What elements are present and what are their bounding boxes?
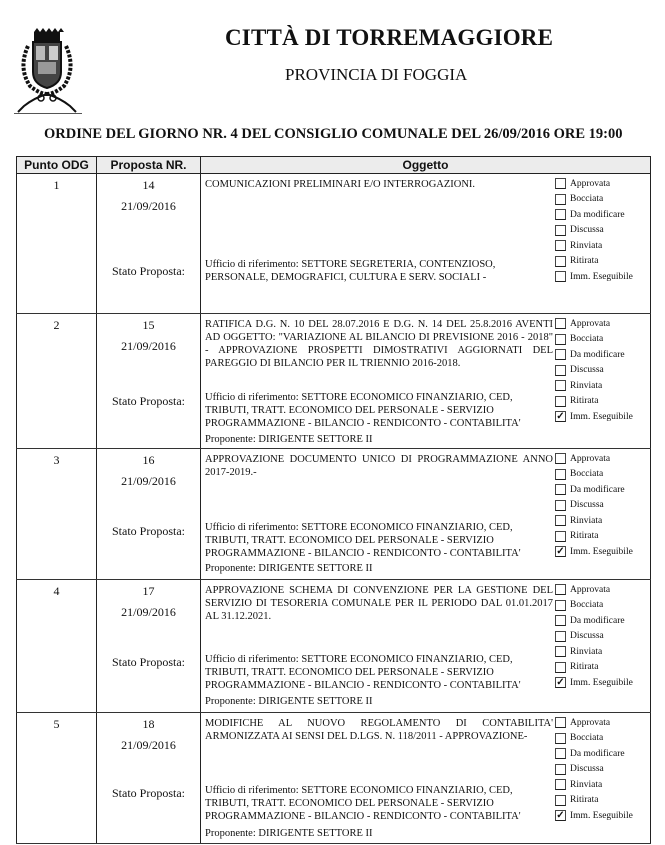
status-option-rinviata[interactable] xyxy=(555,378,647,394)
status-option-discussa[interactable] xyxy=(555,363,647,379)
status-checkbox-list xyxy=(555,176,647,285)
status-checkbox-list xyxy=(555,715,647,824)
checkbox-empty-icon[interactable] xyxy=(555,365,566,376)
city-title: CITTÀ DI TORREMAGGIORE xyxy=(225,25,554,50)
stato-proposta-label: Stato Proposta: xyxy=(111,394,185,408)
proposta-date: 21/09/2016 xyxy=(121,605,176,619)
punto-odg: 5 xyxy=(53,717,60,731)
status-option-approvata[interactable] xyxy=(555,176,647,192)
proposta-number: 18 xyxy=(142,717,155,731)
ufficio-riferimento: Ufficio di riferimento: SETTORE ECONOMICO FINANZIARIO, CED, TRIBUTI, TRATT. ECONOMICO DEL PERSONALE - SERVIZIO PROGRAMMAZIONE - BILANCIO - RENDICONTO - CONTABILITA' xyxy=(205,785,521,822)
checkbox-empty-icon[interactable] xyxy=(555,380,566,391)
status-option-label: Rinviata xyxy=(570,380,603,391)
ufficio-riferimento: Ufficio di riferimento: SETTORE ECONOMICO FINANZIARIO, CED, TRIBUTI, TRATT. ECONOMICO DEL PERSONALE - SERVIZIO PROGRAMMAZIONE - BILANCIO - RENDICONTO - CONTABILITA' xyxy=(205,522,521,559)
checkbox-empty-icon[interactable] xyxy=(555,646,566,657)
checkbox-empty-icon[interactable] xyxy=(555,225,566,236)
status-option-label: Imm. Eseguibile xyxy=(570,411,633,422)
column-header-proposta: Proposta NR. xyxy=(97,157,201,174)
status-option-approvata[interactable] xyxy=(555,582,647,598)
checkbox-checked-icon[interactable]: ✓ xyxy=(556,677,565,689)
proposta-date: 21/09/2016 xyxy=(121,738,176,752)
checkbox-empty-icon[interactable] xyxy=(555,600,566,611)
status-option-bocciata[interactable] xyxy=(555,598,647,614)
status-option-bocciata[interactable] xyxy=(555,192,647,208)
status-option-label: Da modificare xyxy=(570,349,625,360)
proposta-date: 21/09/2016 xyxy=(121,339,176,353)
status-option-label: Bocciata xyxy=(570,733,604,744)
punto-odg: 2 xyxy=(53,318,60,332)
status-option-rinviata[interactable] xyxy=(555,777,647,793)
agenda-table xyxy=(16,156,651,844)
proponente: Proponente: DIRIGENTE SETTORE II xyxy=(205,434,373,445)
status-option-label: Rinviata xyxy=(570,646,603,657)
status-option-da-modificare[interactable] xyxy=(555,746,647,762)
status-option-label: Da modificare xyxy=(570,209,625,220)
punto-odg: 3 xyxy=(53,453,60,467)
proponente: Proponente: DIRIGENTE SETTORE II xyxy=(205,563,373,574)
status-option-label: Ritirata xyxy=(570,531,599,542)
checkbox-empty-icon[interactable] xyxy=(555,764,566,775)
status-option-ritirata[interactable] xyxy=(555,529,647,545)
checkbox-empty-icon[interactable] xyxy=(555,733,566,744)
checkbox-empty-icon[interactable] xyxy=(555,515,566,526)
status-option-ritirata[interactable] xyxy=(555,254,647,270)
column-header-punto: Punto ODG xyxy=(17,157,97,174)
checkbox-empty-icon[interactable] xyxy=(555,584,566,595)
status-option-label: Rinviata xyxy=(570,779,603,790)
ufficio-riferimento: Ufficio di riferimento: SETTORE ECONOMICO FINANZIARIO, CED, TRIBUTI, TRATT. ECONOMICO DEL PERSONALE - SERVIZIO PROGRAMMAZIONE - BILANCIO - RENDICONTO - CONTABILITA' xyxy=(205,654,521,691)
status-option-label: Ritirata xyxy=(570,396,599,407)
status-option-imm-eseguibile[interactable] xyxy=(555,269,647,285)
stato-proposta-label: Stato Proposta: xyxy=(111,786,185,800)
stato-proposta-label: Stato Proposta: xyxy=(111,264,185,278)
status-option-label: Bocciata xyxy=(570,600,604,611)
crest-underline xyxy=(14,113,82,114)
status-option-da-modificare[interactable] xyxy=(555,347,647,363)
checkbox-empty-icon[interactable] xyxy=(555,453,566,464)
status-option-rinviata[interactable] xyxy=(555,513,647,529)
status-option-imm-eseguibile[interactable] xyxy=(555,544,647,560)
table-header-row xyxy=(17,157,651,174)
checkbox-empty-icon[interactable] xyxy=(555,717,566,728)
proposta-number: 15 xyxy=(142,318,155,332)
oggetto-text: RATIFICA D.G. N. 10 DEL 28.07.2016 E D.G. N. 14 DEL 25.8.2016 AVENTI AD OGGETTO: "VARIAZIONE AL BILANCIO DI PREVISIONE 2016 - 2018" - APPROVAZIONE PROSPETTI DIMOSTRATIVI AGGIORNATI DEL PAREGGIO DI BILANCIO PER IL TRIENNIO 2016-2018. xyxy=(205,319,553,369)
checkbox-empty-icon[interactable] xyxy=(555,779,566,790)
status-option-imm-eseguibile[interactable] xyxy=(555,409,647,425)
status-option-bocciata[interactable] xyxy=(555,332,647,348)
status-option-label: Discussa xyxy=(570,225,604,236)
status-option-da-modificare[interactable] xyxy=(555,207,647,223)
checkbox-empty-icon[interactable] xyxy=(555,795,566,806)
checkbox-empty-icon[interactable] xyxy=(555,240,566,251)
table-row-1 xyxy=(17,174,651,314)
status-option-rinviata[interactable] xyxy=(555,238,647,254)
status-option-label: Rinviata xyxy=(570,240,603,251)
status-option-label: Approvata xyxy=(570,717,611,728)
status-option-label: Discussa xyxy=(570,500,604,511)
checkbox-empty-icon[interactable] xyxy=(555,349,566,360)
status-option-label: Da modificare xyxy=(570,748,625,759)
checkbox-empty-icon[interactable] xyxy=(555,662,566,673)
status-option-rinviata[interactable] xyxy=(555,644,647,660)
ufficio-riferimento: Ufficio di riferimento: SETTORE SEGRETERIA, CONTENZIOSO, PERSONALE, DEMOGRAFICI, CULTURA E SERV. SOCIALI - xyxy=(205,259,496,283)
status-option-ritirata[interactable] xyxy=(555,660,647,676)
status-option-label: Imm. Eseguibile xyxy=(570,810,633,821)
oggetto-text: APPROVAZIONE DOCUMENTO UNICO DI PROGRAMMAZIONE ANNO 2017-2019.- xyxy=(205,454,553,478)
table-row-2 xyxy=(17,314,651,449)
checkbox-empty-icon[interactable] xyxy=(555,334,566,345)
checkbox-empty-icon[interactable] xyxy=(555,500,566,511)
stato-proposta-label: Stato Proposta: xyxy=(111,655,185,669)
checkbox-checked-icon[interactable]: ✓ xyxy=(556,411,565,423)
proponente: Proponente: DIRIGENTE SETTORE II xyxy=(205,828,373,839)
status-option-discussa[interactable] xyxy=(555,223,647,239)
province-subtitle: PROVINCIA DI FOGGIA xyxy=(285,65,468,84)
status-option-approvata[interactable] xyxy=(555,451,647,467)
column-header-oggetto: Oggetto xyxy=(201,157,651,174)
proposta-number: 16 xyxy=(142,453,155,467)
status-option-bocciata[interactable] xyxy=(555,731,647,747)
status-option-label: Da modificare xyxy=(570,615,625,626)
status-option-label: Bocciata xyxy=(570,194,604,205)
status-option-bocciata[interactable] xyxy=(555,467,647,483)
status-option-discussa[interactable] xyxy=(555,498,647,514)
status-option-label: Ritirata xyxy=(570,256,599,267)
status-option-label: Bocciata xyxy=(570,469,604,480)
status-option-label: Bocciata xyxy=(570,334,604,345)
checkbox-empty-icon[interactable] xyxy=(555,271,566,282)
checkbox-empty-icon[interactable] xyxy=(555,748,566,759)
proposta-number: 14 xyxy=(142,178,155,192)
status-option-label: Approvata xyxy=(570,178,611,189)
proponente: Proponente: DIRIGENTE SETTORE II xyxy=(205,696,373,707)
checkbox-empty-icon[interactable] xyxy=(555,531,566,542)
checkbox-checked-icon[interactable]: ✓ xyxy=(556,546,565,558)
status-checkbox-list xyxy=(555,451,647,560)
status-option-label: Imm. Eseguibile xyxy=(570,677,633,688)
checkbox-empty-icon[interactable] xyxy=(555,194,566,205)
checkbox-empty-icon[interactable] xyxy=(555,396,566,407)
status-option-label: Discussa xyxy=(570,764,604,775)
agenda-heading: ORDINE DEL GIORNO NR. 4 DEL CONSIGLIO COMUNALE DEL 26/09/2016 ORE 19:00 xyxy=(44,126,623,142)
status-option-label: Approvata xyxy=(570,584,611,595)
proposta-number: 17 xyxy=(142,584,155,598)
checkbox-checked-icon[interactable]: ✓ xyxy=(556,810,565,822)
status-option-label: Rinviata xyxy=(570,515,603,526)
table-row-3 xyxy=(17,449,651,580)
punto-odg: 1 xyxy=(53,178,60,192)
checkbox-empty-icon[interactable] xyxy=(555,318,566,329)
status-option-label: Approvata xyxy=(570,318,611,329)
status-option-label: Approvata xyxy=(570,453,611,464)
status-option-label: Ritirata xyxy=(570,795,599,806)
status-option-imm-eseguibile[interactable] xyxy=(555,675,647,691)
status-option-approvata[interactable] xyxy=(555,715,647,731)
status-option-approvata[interactable] xyxy=(555,316,647,332)
status-option-discussa[interactable] xyxy=(555,762,647,778)
ufficio-riferimento: Ufficio di riferimento: SETTORE ECONOMICO FINANZIARIO, CED, TRIBUTI, TRATT. ECONOMICO DEL PERSONALE - SERVIZIO PROGRAMMAZIONE - BILANCIO - RENDICONTO - CONTABILITA' xyxy=(205,392,521,429)
oggetto-text: COMUNICAZIONI PRELIMINARI E/O INTERROGAZIONI. xyxy=(205,179,476,190)
checkbox-empty-icon[interactable] xyxy=(555,484,566,495)
oggetto-text: MODIFICHE AL NUOVO REGOLAMENTO DI CONTABILITA' ARMONIZZATA AI SENSI DEL D.LGS. N. 118/2011 - APPROVAZIONE- xyxy=(205,718,553,742)
checkbox-empty-icon[interactable] xyxy=(555,631,566,642)
status-option-imm-eseguibile[interactable] xyxy=(555,808,647,824)
stato-proposta-label: Stato Proposta: xyxy=(111,524,185,538)
checkbox-empty-icon[interactable] xyxy=(555,209,566,220)
coat-of-arms-icon xyxy=(14,28,80,114)
status-option-da-modificare[interactable] xyxy=(555,482,647,498)
punto-odg: 4 xyxy=(53,584,60,598)
status-option-label: Discussa xyxy=(570,631,604,642)
oggetto-text: APPROVAZIONE SCHEMA DI CONVENZIONE PER LA GESTIONE DEL SERVIZIO DI TESORERIA COMUNALE PER IL PERIODO DAL 01.01.2017 AL 31.12.2021. xyxy=(205,585,553,622)
status-checkbox-list xyxy=(555,582,647,691)
table-row-5 xyxy=(17,713,651,844)
status-option-ritirata[interactable] xyxy=(555,793,647,809)
status-option-label: Da modificare xyxy=(570,484,625,495)
status-option-label: Imm. Eseguibile xyxy=(570,271,633,282)
status-option-label: Imm. Eseguibile xyxy=(570,546,633,557)
status-option-ritirata[interactable] xyxy=(555,394,647,410)
proposta-date: 21/09/2016 xyxy=(121,199,176,213)
proposta-date: 21/09/2016 xyxy=(121,474,176,488)
status-option-label: Discussa xyxy=(570,365,604,376)
status-option-label: Ritirata xyxy=(570,662,599,673)
status-option-da-modificare[interactable] xyxy=(555,613,647,629)
checkbox-empty-icon[interactable] xyxy=(555,178,566,189)
status-option-discussa[interactable] xyxy=(555,629,647,645)
table-row-4 xyxy=(17,580,651,713)
status-checkbox-list xyxy=(555,316,647,425)
checkbox-empty-icon[interactable] xyxy=(555,469,566,480)
checkbox-empty-icon[interactable] xyxy=(555,615,566,626)
checkbox-empty-icon[interactable] xyxy=(555,256,566,267)
